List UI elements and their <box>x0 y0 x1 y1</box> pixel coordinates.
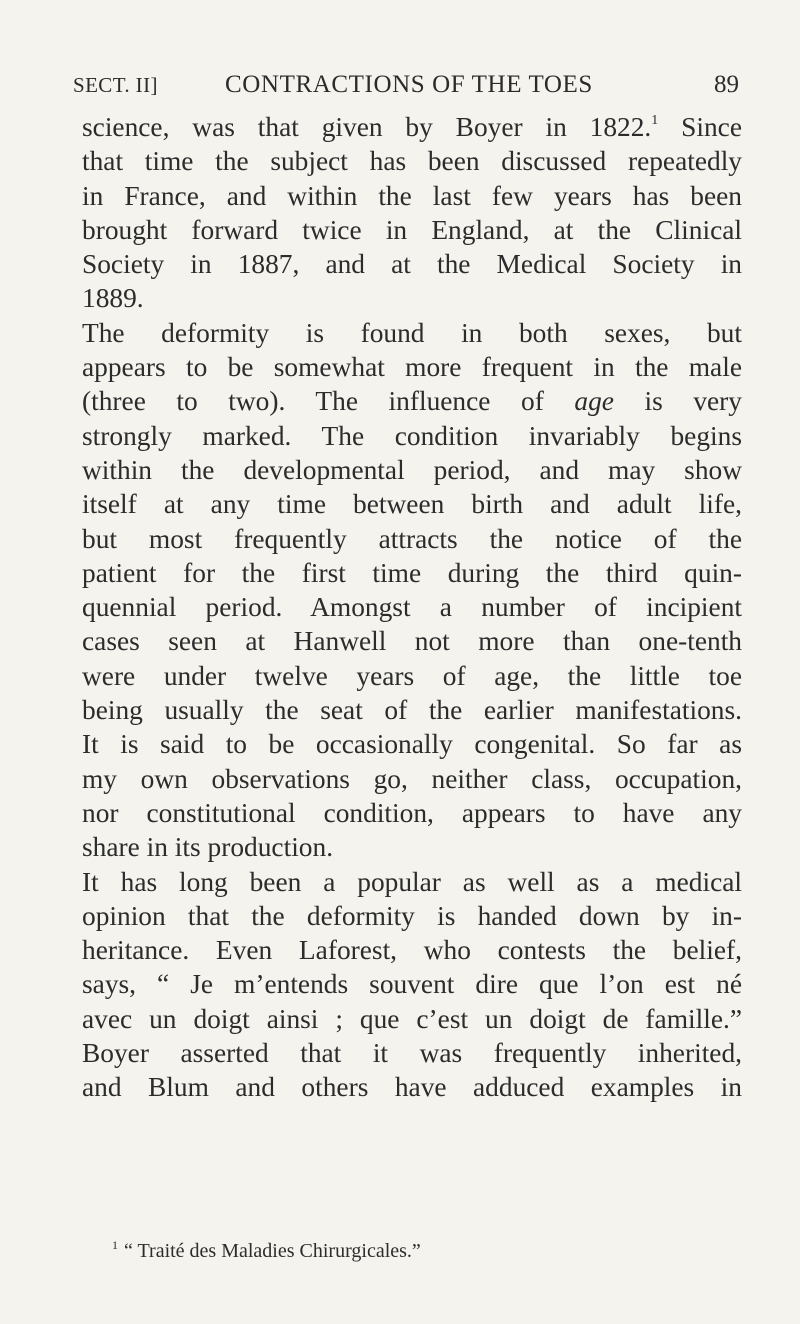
text-line: but most frequently attracts the notice of the <box>82 523 742 554</box>
text-line: (three to two). The influence of age is very <box>82 386 742 417</box>
text-line: quennial period. Amongst a number of incipient <box>82 592 742 623</box>
running-header <box>73 71 739 107</box>
text-line: Society in 1887, and at the Medical Society in <box>82 249 742 280</box>
text-line: itself at any time between birth and adult life, <box>82 489 742 520</box>
text-line: share in its production. <box>82 832 334 863</box>
text-line: were under twelve years of age, the little toe <box>82 660 742 691</box>
text-line: nor constitutional condition, appears to have any <box>82 797 742 828</box>
text-line: cases seen at Hanwell not more than one-tenth <box>82 626 742 657</box>
footnote-text: “ Traité des Maladies Chirurgicales.” <box>124 1240 421 1262</box>
text-line: avec un doigt ainsi ; que c’est un doigt de famille.” <box>82 1003 742 1034</box>
paragraph-start-line: The deformity is found in both sexes, but <box>82 317 742 348</box>
text-line: within the developmental period, and may show <box>82 454 742 485</box>
text-line: in France, and within the last few years has been <box>82 180 742 211</box>
italic-word: age <box>574 386 614 417</box>
text-line: science, was that given by Boyer in 1822.$^1$ Since <box>82 112 742 142</box>
text-line: appears to be somewhat more frequent in the male <box>82 352 742 383</box>
footnote <box>112 1240 712 1263</box>
paragraph-start-line: It has long been a popular as well as a medical <box>82 866 742 897</box>
text-line: patient for the first time during the third quin- <box>82 557 742 588</box>
body-text <box>82 110 742 1105</box>
header-section: SECT. II] <box>73 73 158 97</box>
footnote-reference: 1 <box>651 113 659 128</box>
page-number: 89 <box>714 71 739 98</box>
text-line: strongly marked. The condition invariably begins <box>82 420 742 451</box>
text-line: heritance. Even Laforest, who contests the belief, <box>82 935 742 966</box>
text-line: opinion that the deformity is handed down by in- <box>82 900 742 931</box>
text-line: says, “ Je m’entends souvent dire que l’on est né <box>82 969 742 1000</box>
text-line: my own observations go, neither class, occupation, <box>82 763 742 794</box>
text-line: 1889. <box>82 283 144 314</box>
text-line: that time the subject has been discussed repeatedly <box>82 146 742 177</box>
text-line: being usually the seat of the earlier manifestations. <box>82 695 742 726</box>
text-line: and Blum and others have adduced examples in <box>82 1072 742 1103</box>
header-title: CONTRACTIONS OF THE TOES <box>225 71 593 98</box>
footnote-marker: 1 <box>112 1238 118 1252</box>
text-line: Boyer asserted that it was frequently inherited, <box>82 1038 742 1069</box>
text-line: It is said to be occasionally congenital. So far as <box>82 729 742 760</box>
text-line: brought forward twice in England, at the Clinical <box>82 214 742 245</box>
